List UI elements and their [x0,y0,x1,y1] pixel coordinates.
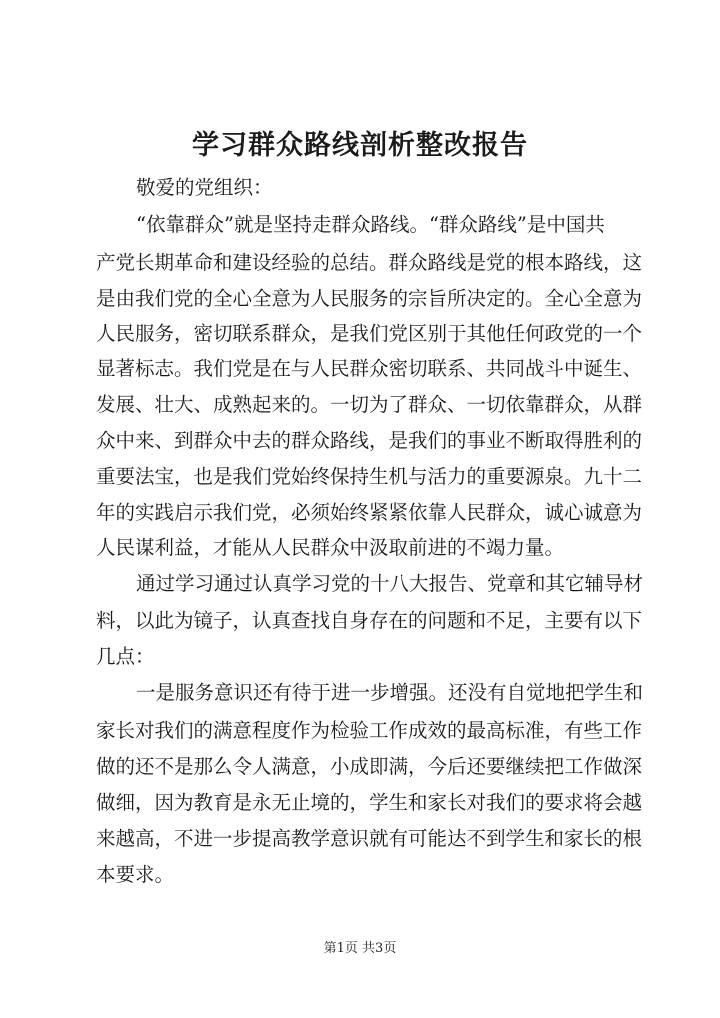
paragraph3-line: 做细，因为教育是永无止境的，学生和家长对我们的要求将会越 [96,791,643,814]
paragraph3-line: 做的还不是那么令人满意，小成即满，今后还要继续把工作做深 [96,755,643,778]
paragraph1-line: 人民谋利益，才能从人民群众中汲取前进的不竭力量。 [96,536,565,559]
paragraph2-line: 料，以此为镜子，认真查找自身存在的问题和不足，主要有以下 [96,609,643,632]
document-title: 学习群众路线剖析整改报告 [192,130,528,161]
paragraph2-line: 通过学习通过认真学习党的十八大报告、党章和其它辅导材 [136,572,644,595]
paragraph1-line: 年的实践启示我们党，必须始终紧紧依靠人民群众，诚心诚意为 [96,501,643,524]
page-number: 第1页 共3页 [323,941,397,956]
paragraph3-line: 本要求。 [96,863,175,886]
paragraph2-line: 几点： [96,645,155,668]
paragraph3-line: 一是服务意识还有待于进一步增强。还没有自觉地把学生和 [136,681,644,704]
paragraph1-line: 众中来、到群众中去的群众路线，是我们的事业不断取得胜利的 [96,429,643,452]
paragraph3-line: 来越高，不进一步提高教学意识就有可能达不到学生和家长的根 [96,827,643,850]
paragraph1-line: 产党长期革命和建设经验的总结。群众路线是党的根本路线，这 [96,251,643,274]
paragraph1-line: 是由我们党的全心全意为人民服务的宗旨所决定的。全心全意为 [96,287,643,310]
salutation: 敬爱的党组织： [136,176,273,199]
paragraph1-line: “依靠群众”就是坚持走群众路线。“群众路线”是中国共 [136,213,605,236]
paragraph1-line: 发展、壮大、成熟起来的。一切为了群众、一切依靠群众，从群 [96,393,643,416]
paragraph1-line: 重要法宝，也是我们党始终保持生机与活力的重要源泉。九十二 [96,465,643,488]
paragraph3-line: 家长对我们的满意程度作为检验工作成效的最高标准，有些工作 [96,719,643,742]
paragraph1-line: 显著标志。我们党是在与人民群众密切联系、共同战斗中诞生、 [96,357,643,380]
paragraph1-line: 人民服务，密切联系群众，是我们党区别于其他任何政党的一个 [96,322,643,345]
